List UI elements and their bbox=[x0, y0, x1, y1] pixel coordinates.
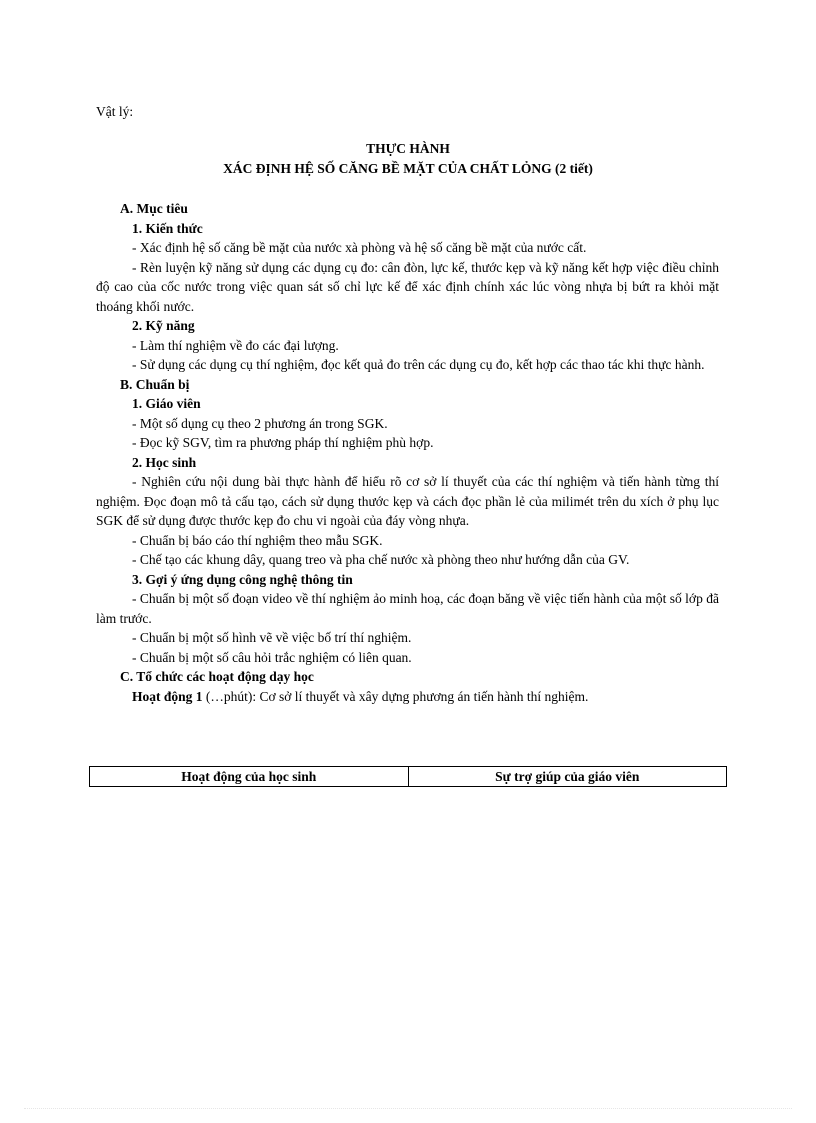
section-a-sub1: 1. Kiến thức bbox=[132, 220, 203, 236]
activity-text: (…phút): Cơ sở lí thuyết và xây dựng phương án tiến hành thí nghiệm. bbox=[202, 688, 589, 704]
activity-label: Hoạt động 1 bbox=[132, 688, 203, 704]
table-header-student: Hoạt động của học sinh bbox=[90, 767, 409, 787]
activity-table bbox=[89, 766, 727, 787]
section-b-sub2: 2. Học sinh bbox=[132, 454, 197, 470]
paragraph: - Chuẩn bị một số hình vẽ về việc bố trí thí nghiệm. bbox=[132, 630, 412, 645]
section-b-heading: B. Chuẩn bị bbox=[120, 376, 190, 392]
title-line-2: XÁC ĐỊNH HỆ SỐ CĂNG BỀ MẶT CỦA CHẤT LỎNG (2 tiết) bbox=[223, 161, 593, 176]
paragraph: - Làm thí nghiệm về đo các đại lượng. bbox=[132, 337, 339, 353]
activity-line bbox=[132, 687, 719, 707]
paragraph: - Một số dụng cụ theo 2 phương án trong SGK. bbox=[132, 415, 388, 431]
section-b-sub1: 1. Giáo viên bbox=[132, 396, 201, 411]
section-a-heading: A. Mục tiêu bbox=[120, 201, 188, 216]
paragraph: - Sử dụng các dụng cụ thí nghiệm, đọc kết quả đo trên các dụng cụ đo, kết hợp các thao tác khi thực hành. bbox=[132, 357, 705, 372]
paragraph: - Chế tạo các khung dây, quang treo và pha chế nước xà phòng theo như hướng dẫn của GV. bbox=[132, 552, 630, 567]
document-body bbox=[96, 199, 719, 706]
section-a-sub2: 2. Kỹ năng bbox=[132, 318, 195, 333]
paragraph: - Chuẩn bị một số đoạn video về thí nghiệm ảo minh hoạ, các đoạn băng về việc tiến hành của một số lớp đã làm trước. bbox=[96, 591, 719, 626]
page-bottom-divider bbox=[24, 1108, 792, 1109]
paragraph: - Nghiên cứu nội dung bài thực hành để hiểu rõ cơ sở lí thuyết của các thí nghiệm và tiến hành từng thí nghiệm. Đọc đoạn mô tả cấu tạo, cách sử dụng thước kẹp và cách đọc phần lẻ của milimét trên du xích ở phụ lục SGK để sử dụng được thước kẹp đo chu vi ngoài của đáy vòng nhựa. bbox=[96, 474, 719, 528]
paragraph: - Xác định hệ số căng bề mặt của nước xà phòng và hệ số căng bề mặt của nước cất. bbox=[132, 240, 587, 255]
paragraph: - Đọc kỹ SGV, tìm ra phương pháp thí nghiệm phù hợp. bbox=[132, 435, 434, 450]
paragraph: - Rèn luyện kỹ năng sử dụng các dụng cụ đo: cân đòn, lực kế, thước kẹp và kỹ năng kết hợp việc điều chỉnh độ cao của cốc nước trong việc quan sát số chỉ lực kế để xác định chính xác lúc vòng nhựa bị bứt ra khỏi mặt thoáng khối nước. bbox=[96, 259, 719, 314]
table-header-teacher: Sự trợ giúp của giáo viên bbox=[408, 767, 727, 787]
paragraph: - Chuẩn bị báo cáo thí nghiệm theo mẫu SGK. bbox=[132, 532, 383, 548]
section-b-sub3: 3. Gợi ý ứng dụng công nghệ thông tin bbox=[132, 571, 353, 587]
table-header-row bbox=[90, 767, 727, 787]
subject-label: Vật lý: bbox=[96, 104, 134, 119]
paragraph: - Chuẩn bị một số câu hỏi trắc nghiệm có liên quan. bbox=[132, 649, 412, 665]
section-c-heading: C. Tổ chức các hoạt động dạy học bbox=[120, 669, 314, 684]
title-line-1: THỰC HÀNH bbox=[366, 141, 450, 156]
